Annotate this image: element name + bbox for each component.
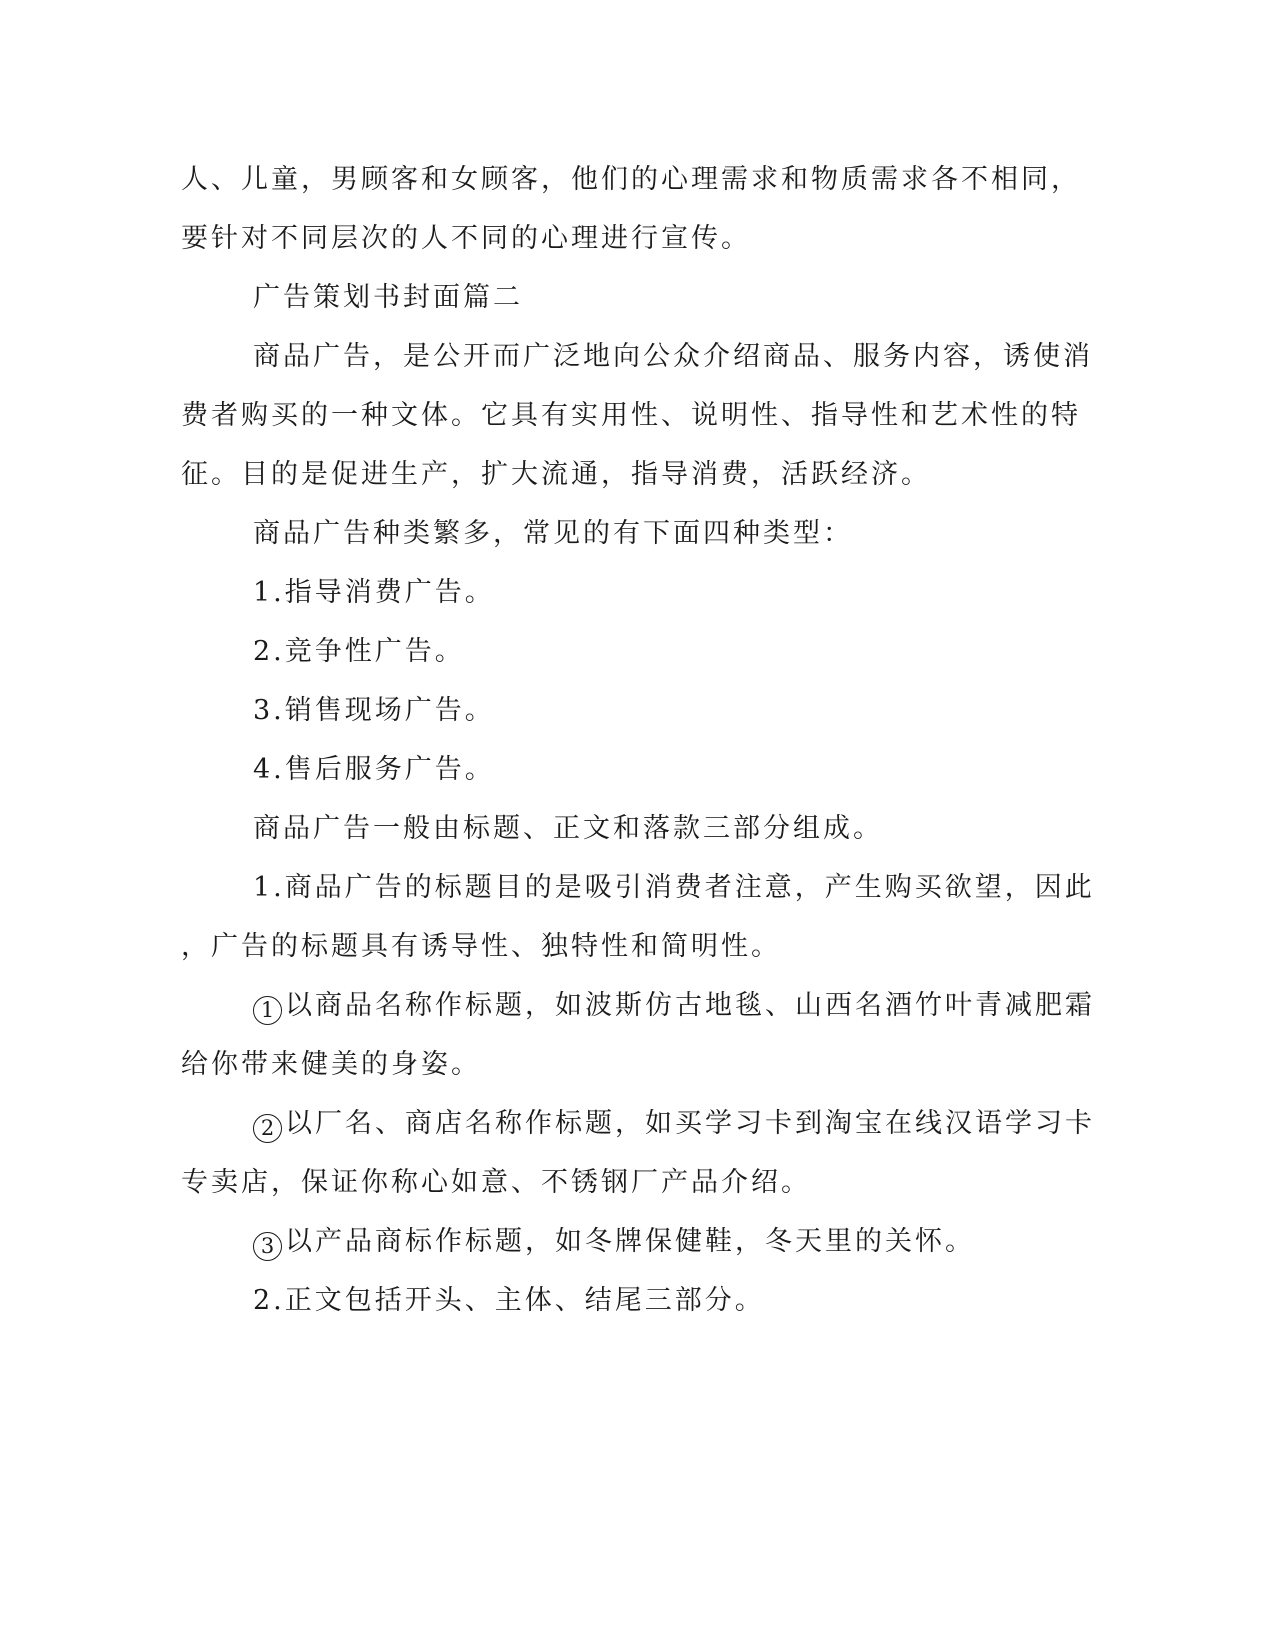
list-item: 1.指导消费广告。 — [253, 577, 495, 608]
text-line: 给你带来健美的身姿。 — [181, 1049, 481, 1080]
text-line: 要针对不同层次的人不同的心理进行宣传。 — [181, 223, 751, 254]
item-text: 以商品名称作标题，如波斯仿古地毯、山西名酒竹叶青减肥霜 — [285, 990, 1095, 1021]
text-line: 费者购买的一种文体。它具有实用性、说明性、指导性和艺术性的特 — [181, 400, 1081, 431]
text-line: 商品广告，是公开而广泛地向公众介绍商品、服务内容，诱使消 — [253, 341, 1093, 372]
text-line: 人、儿童，男顾客和女顾客，他们的心理需求和物质需求各不相同， — [181, 164, 1081, 195]
text-line: 专卖店，保证你称心如意、不锈钢厂产品介绍。 — [181, 1167, 811, 1198]
item-text: 以厂名、商店名称作标题，如买学习卡到淘宝在线汉语学习卡 — [285, 1108, 1095, 1139]
numbered-item — [253, 989, 1095, 1025]
list-item: 2.竞争性广告。 — [253, 636, 465, 667]
numbered-item — [253, 1107, 1095, 1143]
item-text: 以产品商标作标题，如冬牌保健鞋，冬天里的关怀。 — [285, 1226, 975, 1257]
circled-number-3: 3 — [253, 1232, 282, 1261]
circled-number-2: 2 — [253, 1114, 282, 1143]
text-line: 商品广告种类繁多，常见的有下面四种类型： — [253, 518, 853, 549]
list-item: 2.正文包括开头、主体、结尾三部分。 — [253, 1285, 765, 1316]
section-heading: 广告策划书封面篇二 — [253, 282, 523, 313]
list-item: 4.售后服务广告。 — [253, 754, 495, 785]
list-item: 3.销售现场广告。 — [253, 695, 495, 726]
circled-number-1: 1 — [253, 996, 282, 1025]
text-line: 商品广告一般由标题、正文和落款三部分组成。 — [253, 813, 883, 844]
text-line: ，广告的标题具有诱导性、独特性和简明性。 — [181, 931, 781, 962]
numbered-item — [253, 1225, 975, 1261]
text-line: 征。目的是促进生产，扩大流通，指导消费，活跃经济。 — [181, 459, 931, 490]
text-line: 1.商品广告的标题目的是吸引消费者注意，产生购买欲望，因此 — [253, 872, 1095, 903]
